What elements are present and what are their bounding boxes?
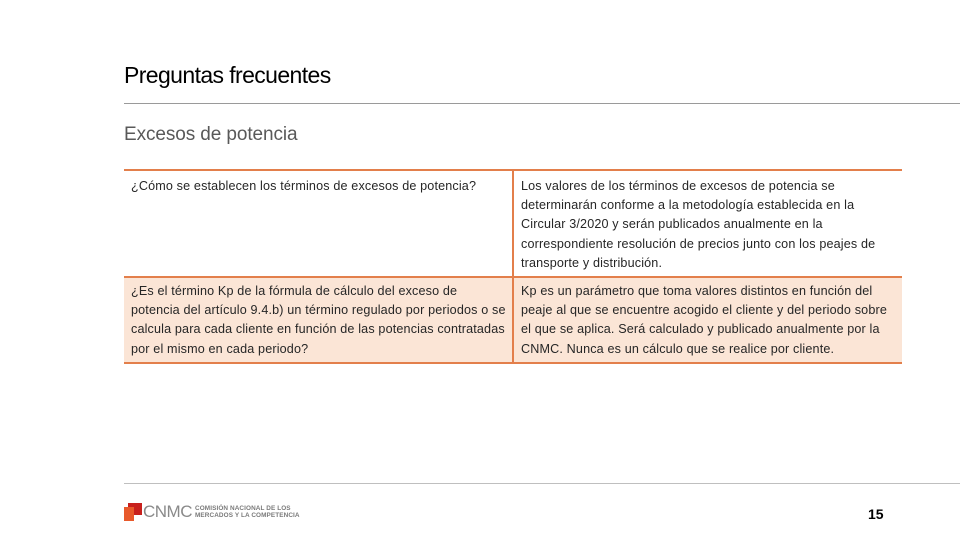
faq-question: ¿Cómo se establecen los términos de excesos de potencia? bbox=[124, 170, 513, 277]
table-row bbox=[124, 170, 902, 277]
faq-answer: Los valores de los términos de excesos de potencia se determinarán conforme a la metodología establecida en la Circular 3/2020 y serán publicados anualmente en la correspondiente resolución de precios junto con los peajes de transporte y distribución. bbox=[513, 170, 902, 277]
logo-caption bbox=[195, 505, 300, 520]
faq-question: ¿Es el término Kp de la fórmula de cálculo del exceso de potencia del artículo 9.4.b) un término regulado por periodos o se calcula para cada cliente en función de las potencias contratadas por el mismo en cada periodo? bbox=[124, 277, 513, 363]
page-number: 15 bbox=[868, 506, 884, 522]
cnmc-logo bbox=[124, 502, 300, 522]
logo-caption-line: MERCADOS Y LA COMPETENCIA bbox=[195, 512, 300, 519]
cnmc-logo-icon bbox=[124, 503, 142, 521]
logo-caption-line: COMISIÓN NACIONAL DE LOS bbox=[195, 504, 291, 512]
title-divider bbox=[124, 103, 960, 104]
footer-divider bbox=[124, 483, 960, 484]
faq-table bbox=[124, 169, 902, 364]
logo-wordmark: CNMC bbox=[143, 502, 192, 521]
section-subtitle: Excesos de potencia bbox=[124, 124, 298, 145]
page-title: Preguntas frecuentes bbox=[124, 62, 331, 88]
faq-answer: Kp es un parámetro que toma valores distintos en función del peaje al que se encuentre acogido el cliente y del periodo sobre el que se aplica. Será calculado y publicado anualmente por la CNMC. Nunca es un cálculo que se realice por cliente. bbox=[513, 277, 902, 363]
table-row bbox=[124, 277, 902, 363]
